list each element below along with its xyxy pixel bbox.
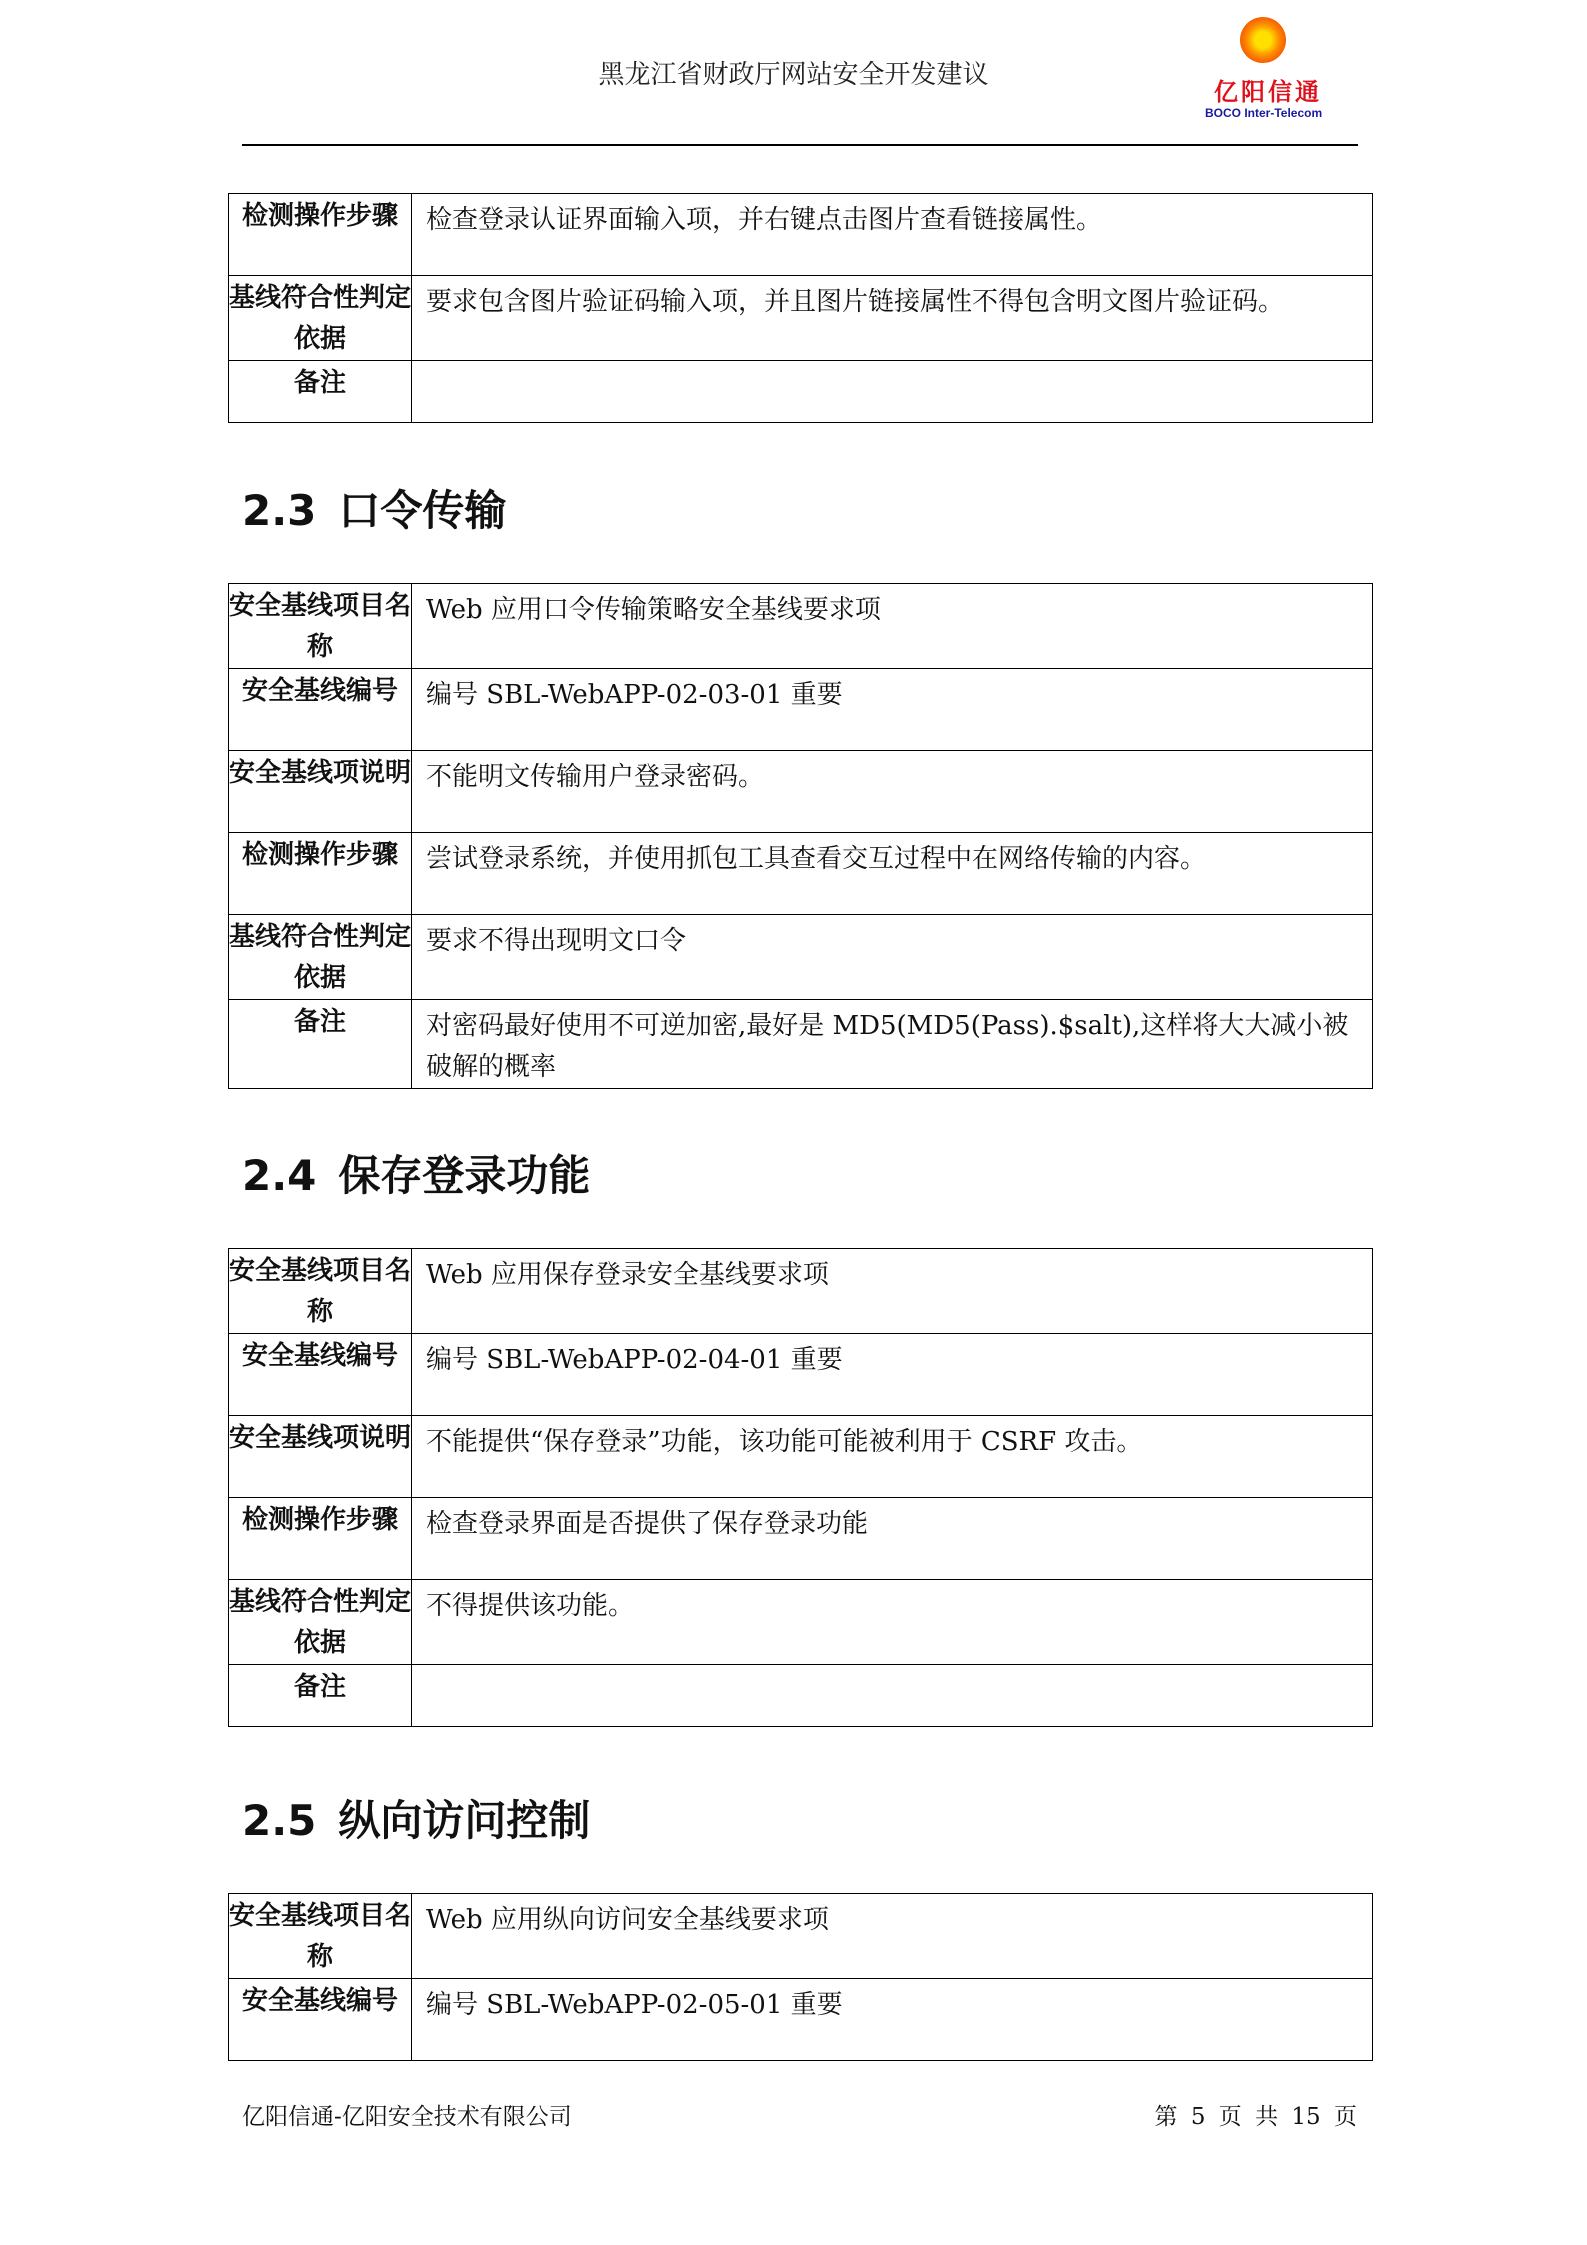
table-row: 安全基线项说明 不能提供“保存登录”功能，该功能可能被利用于 CSRF 攻击。: [229, 1416, 1373, 1498]
table-row: 备注 对密码最好使用不可逆加密,最好是 MD5(MD5(Pass).$salt),这样将大大减小被破解的概率: [229, 1000, 1373, 1089]
sun-logo-icon: [1240, 17, 1286, 63]
table-row: 备注: [229, 1665, 1373, 1727]
table-row: 基线符合性判定依据 要求包含图片验证码输入项，并且图片链接属性不得包含明文图片验证码。: [229, 276, 1373, 361]
table-row: 安全基线项说明 不能明文传输用户登录密码。: [229, 751, 1373, 833]
section-heading-2-4: 2.4 保存登录功能: [242, 1151, 591, 1200]
table-row: 检测操作步骤 检查登录认证界面输入项，并右键点击图片查看链接属性。: [229, 194, 1373, 276]
table-row: 基线符合性判定依据 不得提供该功能。: [229, 1580, 1373, 1665]
company-logo: [1200, 14, 1350, 124]
table-row: 备注: [229, 361, 1373, 423]
section-heading-2-5: 2.5 纵向访问控制: [242, 1796, 591, 1845]
table-row: 安全基线项目名称 Web 应用纵向访问安全基线要求项: [229, 1894, 1373, 1979]
table-login-captcha-continued: [228, 193, 1373, 423]
footer-company: 亿阳信通-亿阳安全技术有限公司: [242, 2104, 572, 2130]
footer-page-number: 第 5 页 共 15 页: [1154, 2104, 1357, 2130]
table-row: 安全基线编号 编号 SBL-WebAPP-02-05-01 重要: [229, 1979, 1373, 2061]
table-row: 安全基线项目名称 Web 应用保存登录安全基线要求项: [229, 1249, 1373, 1334]
table-save-login: [228, 1248, 1373, 1727]
document-header-title: 黑龙江省财政厅网站安全开发建议: [598, 60, 989, 90]
table-password-transmission: [228, 583, 1373, 1089]
section-heading-2-3: 2.3 口令传输: [242, 486, 507, 535]
table-row: 安全基线编号 编号 SBL-WebAPP-02-03-01 重要: [229, 669, 1373, 751]
table-row: 检测操作步骤 检查登录界面是否提供了保存登录功能: [229, 1498, 1373, 1580]
table-vertical-access-control: [228, 1893, 1373, 2061]
table-row: 安全基线项目名称 Web 应用口令传输策略安全基线要求项: [229, 584, 1373, 669]
table-row: 基线符合性判定依据 要求不得出现明文口令: [229, 915, 1373, 1000]
logo-chinese-text: 亿阳信通: [1214, 78, 1322, 106]
table-row: 检测操作步骤 尝试登录系统，并使用抓包工具查看交互过程中在网络传输的内容。: [229, 833, 1373, 915]
table-row: 安全基线编号 编号 SBL-WebAPP-02-04-01 重要: [229, 1334, 1373, 1416]
logo-english-text: BOCO Inter-Telecom: [1205, 106, 1323, 120]
header-divider: [242, 144, 1358, 146]
